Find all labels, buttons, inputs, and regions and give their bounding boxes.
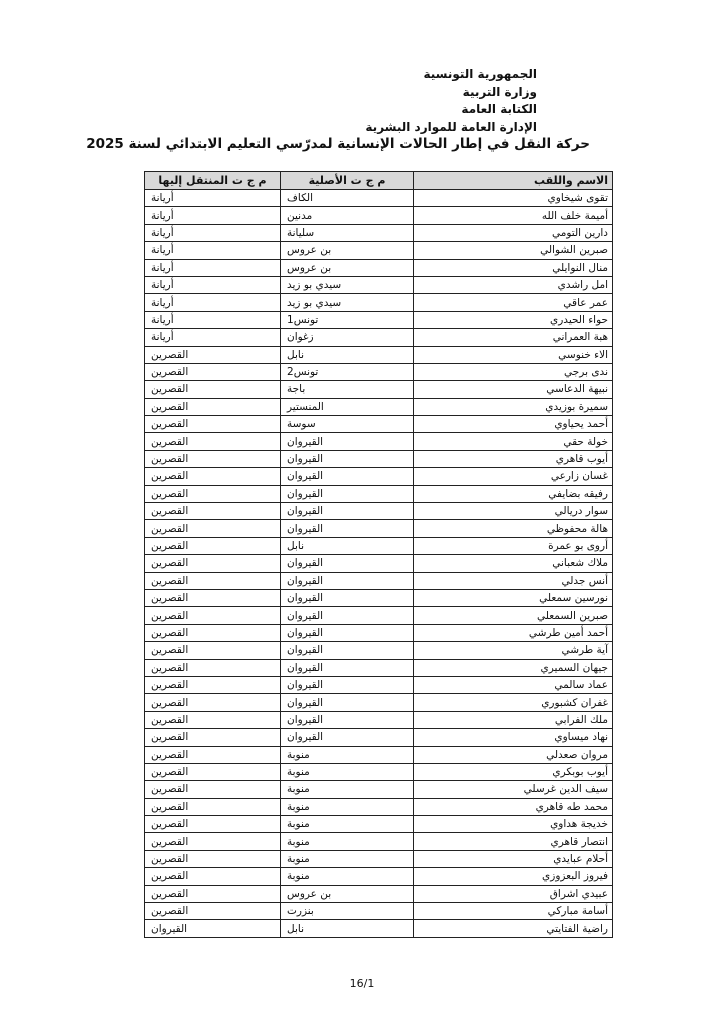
cell-origin: تونس2 (281, 363, 414, 380)
cell-origin: القيروان (281, 589, 414, 606)
cell-name: حواء الحيدري (414, 311, 613, 328)
cell-origin: نابل (281, 920, 414, 937)
cell-name: راضية الفتايتي (414, 920, 613, 937)
cell-origin: الكاف (281, 190, 414, 207)
cell-origin: القيروان (281, 468, 414, 485)
cell-destination: القيروان (145, 920, 281, 937)
cell-name: خولة حقي (414, 433, 613, 450)
document-title: حركة النقل في إطار الحالات الإنسانية لمدرّسي التعليم الابتدائي لسنة 2025 (86, 136, 590, 152)
table-row (145, 798, 613, 815)
cell-destination: القصرين (145, 850, 281, 867)
table-row (145, 294, 613, 311)
table-row (145, 729, 613, 746)
cell-name: نبيهة الدعاسي (414, 381, 613, 398)
table-row (145, 468, 613, 485)
table-row (145, 763, 613, 780)
cell-origin: القيروان (281, 520, 414, 537)
cell-name: عبيدي اشراق (414, 885, 613, 902)
table-row (145, 346, 613, 363)
cell-origin: القيروان (281, 694, 414, 711)
cell-name: امل راشدي (414, 276, 613, 293)
cell-name: أسامة مباركي (414, 903, 613, 920)
cell-origin: المنستير (281, 398, 414, 415)
cell-destination: القصرين (145, 624, 281, 641)
cell-origin: القيروان (281, 607, 414, 624)
cell-destination: القصرين (145, 763, 281, 780)
cell-name: هبة العمراني (414, 329, 613, 346)
cell-name: جيهان السميري (414, 659, 613, 676)
cell-name: رفيقه بضايفي (414, 485, 613, 502)
table-row (145, 259, 613, 276)
cell-destination: القصرين (145, 572, 281, 589)
table-row (145, 207, 613, 224)
cell-origin: القيروان (281, 450, 414, 467)
table-row (145, 555, 613, 572)
table-row (145, 885, 613, 902)
cell-destination: أريانة (145, 190, 281, 207)
cell-destination: أريانة (145, 276, 281, 293)
cell-origin: القيروان (281, 485, 414, 502)
transfer-table (144, 171, 613, 938)
cell-origin: بن عروس (281, 885, 414, 902)
cell-origin: نابل (281, 346, 414, 363)
cell-destination: القصرين (145, 781, 281, 798)
cell-destination: القصرين (145, 694, 281, 711)
cell-origin: منوبة (281, 868, 414, 885)
cell-origin: منوبة (281, 798, 414, 815)
cell-name: هالة محفوظي (414, 520, 613, 537)
table-row (145, 676, 613, 693)
table-row (145, 589, 613, 606)
table-row (145, 659, 613, 676)
cell-name: دارين التومي (414, 224, 613, 241)
cell-origin: تونس1 (281, 311, 414, 328)
cell-destination: القصرين (145, 642, 281, 659)
table-row (145, 242, 613, 259)
cell-origin: زغوان (281, 329, 414, 346)
cell-origin: القيروان (281, 642, 414, 659)
cell-destination: القصرين (145, 537, 281, 554)
cell-destination: أريانة (145, 294, 281, 311)
cell-origin: القيروان (281, 503, 414, 520)
cell-name: نهاد ميساوي (414, 729, 613, 746)
cell-destination: أريانة (145, 329, 281, 346)
table-row (145, 520, 613, 537)
cell-destination: أريانة (145, 311, 281, 328)
column-header-origin: م ج ت الأصلية (281, 172, 414, 190)
cell-destination: أريانة (145, 242, 281, 259)
cell-origin: القيروان (281, 659, 414, 676)
table-row (145, 642, 613, 659)
cell-name: ملاك شعباني (414, 555, 613, 572)
cell-name: ندى برجي (414, 363, 613, 380)
table-row (145, 850, 613, 867)
cell-origin: باجة (281, 381, 414, 398)
cell-origin: منوبة (281, 850, 414, 867)
cell-destination: القصرين (145, 903, 281, 920)
table-row (145, 329, 613, 346)
table-row (145, 433, 613, 450)
cell-name: محمد طه قاهري (414, 798, 613, 815)
cell-origin: سوسة (281, 416, 414, 433)
cell-origin: منوبة (281, 763, 414, 780)
table-row (145, 381, 613, 398)
cell-origin: القيروان (281, 572, 414, 589)
table-row (145, 537, 613, 554)
cell-destination: القصرين (145, 381, 281, 398)
cell-name: أروى بو عمرة (414, 537, 613, 554)
cell-destination: القصرين (145, 729, 281, 746)
cell-destination: القصرين (145, 555, 281, 572)
cell-name: سميرة بوزيدي (414, 398, 613, 415)
cell-destination: القصرين (145, 798, 281, 815)
cell-name: صبرين السمعلي (414, 607, 613, 624)
cell-name: عمر عاقي (414, 294, 613, 311)
cell-name: صبرين الشوالي (414, 242, 613, 259)
table-row (145, 868, 613, 885)
cell-destination: القصرين (145, 363, 281, 380)
table-header-row (145, 172, 613, 190)
cell-name: أيوب بوبكري (414, 763, 613, 780)
page-number: 16/1 (349, 977, 375, 990)
table-row (145, 833, 613, 850)
table-row (145, 624, 613, 641)
cell-origin: منوبة (281, 833, 414, 850)
cell-name: مروان صعدلي (414, 746, 613, 763)
cell-name: سوار دريالي (414, 503, 613, 520)
cell-name: خديجة هداوي (414, 816, 613, 833)
cell-name: أحمد أمين طرشي (414, 624, 613, 641)
table-row (145, 503, 613, 520)
cell-origin: سيدي بو زيد (281, 294, 414, 311)
table-row (145, 398, 613, 415)
table-row (145, 416, 613, 433)
table-row (145, 224, 613, 241)
cell-destination: القصرين (145, 503, 281, 520)
cell-origin: القيروان (281, 433, 414, 450)
cell-name: ملك الفرابي (414, 711, 613, 728)
table-row (145, 311, 613, 328)
cell-origin: القيروان (281, 555, 414, 572)
cell-name: آية طرشي (414, 642, 613, 659)
header-secretariat: الكتابة العامة (461, 102, 537, 116)
cell-name: فيروز البعزوزي (414, 868, 613, 885)
table-row (145, 363, 613, 380)
header-republic: الجمهورية التونسية (423, 67, 537, 81)
cell-destination: القصرين (145, 520, 281, 537)
column-header-destination: م ج ت المنتقل إليها (145, 172, 281, 190)
cell-destination: أريانة (145, 207, 281, 224)
cell-name: نورسين سمعلي (414, 589, 613, 606)
cell-destination: القصرين (145, 398, 281, 415)
cell-destination: القصرين (145, 833, 281, 850)
cell-destination: القصرين (145, 485, 281, 502)
cell-name: أحلام عبايدي (414, 850, 613, 867)
cell-destination: القصرين (145, 346, 281, 363)
table-row (145, 572, 613, 589)
cell-origin: سليانة (281, 224, 414, 241)
cell-name: أنس جدلي (414, 572, 613, 589)
header-ministry: وزارة التربية (462, 84, 537, 99)
cell-name: أميمة خلف الله (414, 207, 613, 224)
cell-origin: منوبة (281, 781, 414, 798)
table-row (145, 903, 613, 920)
cell-origin: القيروان (281, 676, 414, 693)
table-row (145, 276, 613, 293)
cell-destination: القصرين (145, 450, 281, 467)
cell-origin: منوبة (281, 746, 414, 763)
document-header (365, 66, 537, 136)
table-row (145, 816, 613, 833)
cell-name: غسان زارعي (414, 468, 613, 485)
table-row (145, 746, 613, 763)
table-row (145, 781, 613, 798)
cell-destination: القصرين (145, 468, 281, 485)
cell-origin: القيروان (281, 729, 414, 746)
table-row (145, 694, 613, 711)
cell-destination: القصرين (145, 711, 281, 728)
cell-destination: القصرين (145, 746, 281, 763)
cell-destination: القصرين (145, 659, 281, 676)
cell-destination: القصرين (145, 885, 281, 902)
cell-name: تقوى شيخاوي (414, 190, 613, 207)
table-row (145, 190, 613, 207)
table-row (145, 920, 613, 937)
table-row (145, 711, 613, 728)
cell-destination: القصرين (145, 589, 281, 606)
cell-name: منال النوايلي (414, 259, 613, 276)
table-row (145, 450, 613, 467)
table-body (145, 190, 613, 938)
cell-name: أحمد يحياوي (414, 416, 613, 433)
cell-name: غفران كشبوري (414, 694, 613, 711)
cell-origin: سيدي بو زيد (281, 276, 414, 293)
cell-destination: القصرين (145, 676, 281, 693)
cell-name: عماد سالمي (414, 676, 613, 693)
cell-origin: بن عروس (281, 242, 414, 259)
header-department: الإدارة العامة للموارد البشرية (365, 119, 537, 134)
cell-destination: القصرين (145, 433, 281, 450)
cell-origin: مدنين (281, 207, 414, 224)
cell-origin: منوبة (281, 816, 414, 833)
cell-destination: القصرين (145, 607, 281, 624)
cell-name: الاء خنوسي (414, 346, 613, 363)
cell-destination: القصرين (145, 816, 281, 833)
cell-destination: أريانة (145, 259, 281, 276)
cell-origin: بن عروس (281, 259, 414, 276)
table-row (145, 485, 613, 502)
table-row (145, 607, 613, 624)
column-header-name: الاسم واللقب (414, 172, 613, 190)
cell-origin: نابل (281, 537, 414, 554)
cell-destination: القصرين (145, 868, 281, 885)
cell-name: سيف الدين غرسلي (414, 781, 613, 798)
cell-destination: القصرين (145, 416, 281, 433)
cell-destination: أريانة (145, 224, 281, 241)
cell-origin: القيروان (281, 711, 414, 728)
cell-name: انتصار قاهري (414, 833, 613, 850)
cell-origin: القيروان (281, 624, 414, 641)
cell-origin: بنزرت (281, 903, 414, 920)
cell-name: أيوب قاهري (414, 450, 613, 467)
